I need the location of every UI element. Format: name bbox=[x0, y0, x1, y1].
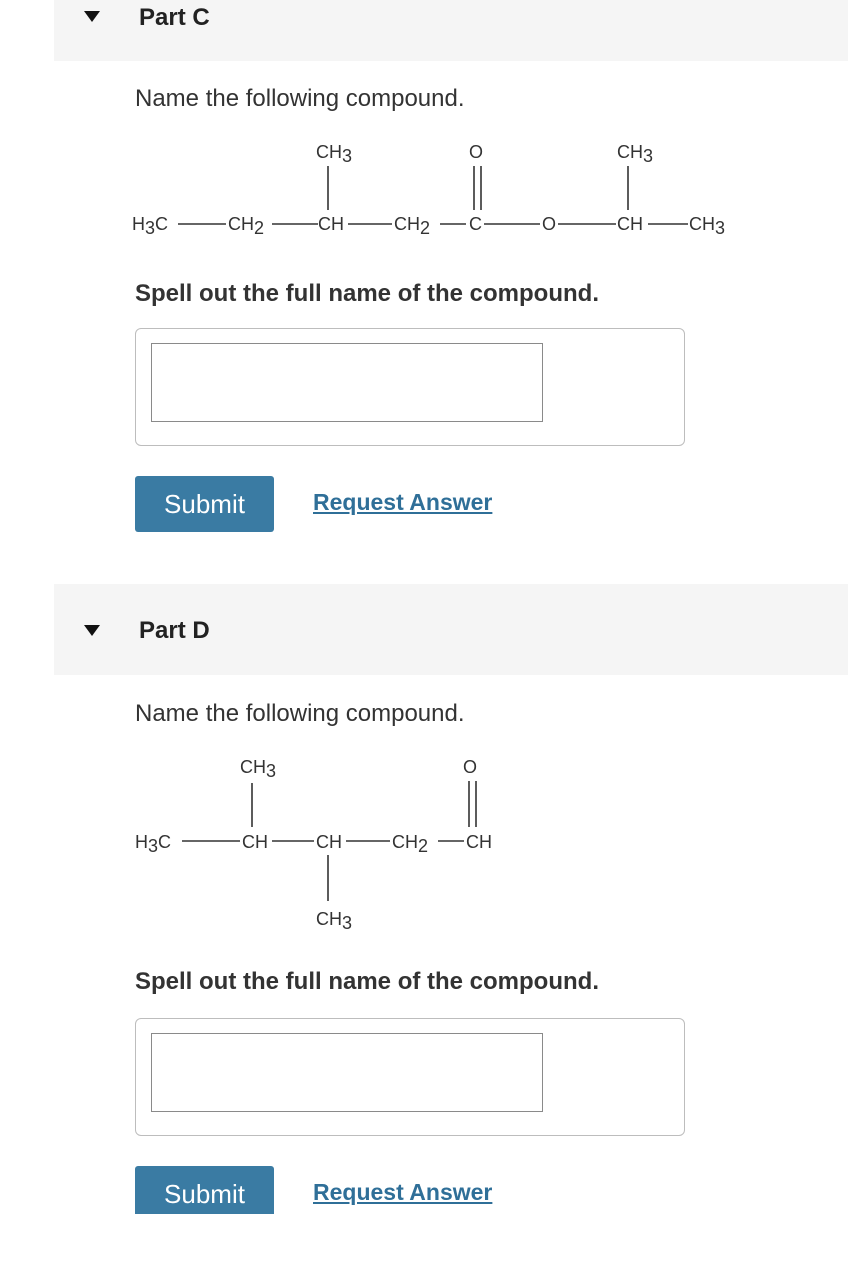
part-c-submit-button[interactable]: Submit bbox=[135, 476, 274, 532]
part-d-request-answer-link[interactable]: Request Answer bbox=[313, 1179, 493, 1205]
ch3-label: CH3 bbox=[689, 214, 726, 238]
collapse-triangle-icon[interactable] bbox=[84, 11, 100, 22]
ch3-label: CH3 bbox=[240, 757, 277, 781]
part-c-prompt: Name the following compound. bbox=[135, 85, 465, 112]
h3c-label: H3C bbox=[132, 214, 169, 238]
part-c-instruction: Spell out the full name of the compound. bbox=[135, 280, 599, 307]
part-d-structure bbox=[0, 745, 848, 945]
ch3-label: CH3 bbox=[617, 142, 654, 166]
oxygen-label: O bbox=[463, 757, 478, 777]
ch2-label: CH2 bbox=[392, 832, 429, 856]
carbon-label: C bbox=[469, 214, 482, 234]
ch3-label: CH3 bbox=[316, 909, 353, 933]
part-d-submit-button[interactable]: Submit bbox=[135, 1166, 274, 1222]
ch-label: CH bbox=[318, 214, 344, 234]
part-c-title: Part C bbox=[139, 4, 210, 31]
ch2-label: CH2 bbox=[394, 214, 431, 238]
ch-label: CH bbox=[242, 832, 268, 852]
part-c-answer-container bbox=[135, 328, 685, 446]
part-d-answer-input[interactable] bbox=[151, 1033, 543, 1112]
ch3-label: CH3 bbox=[316, 142, 353, 166]
part-d-prompt: Name the following compound. bbox=[135, 700, 465, 727]
ch-label: CH bbox=[316, 832, 342, 852]
part-d-answer-container bbox=[135, 1018, 685, 1136]
page-bottom-area bbox=[0, 1214, 848, 1266]
ch2-label: CH2 bbox=[228, 214, 265, 238]
part-c-request-answer-link[interactable]: Request Answer bbox=[313, 489, 493, 515]
oxygen-label: O bbox=[469, 142, 484, 162]
ch-label: CH bbox=[466, 832, 492, 852]
oxygen-label: O bbox=[542, 214, 557, 234]
part-d-instruction: Spell out the full name of the compound. bbox=[135, 968, 599, 995]
part-c-answer-input[interactable] bbox=[151, 343, 543, 422]
ch-label: CH bbox=[617, 214, 643, 234]
h3c-label: H3C bbox=[135, 832, 172, 856]
part-d-title: Part D bbox=[139, 617, 210, 644]
collapse-triangle-icon[interactable] bbox=[84, 625, 100, 636]
